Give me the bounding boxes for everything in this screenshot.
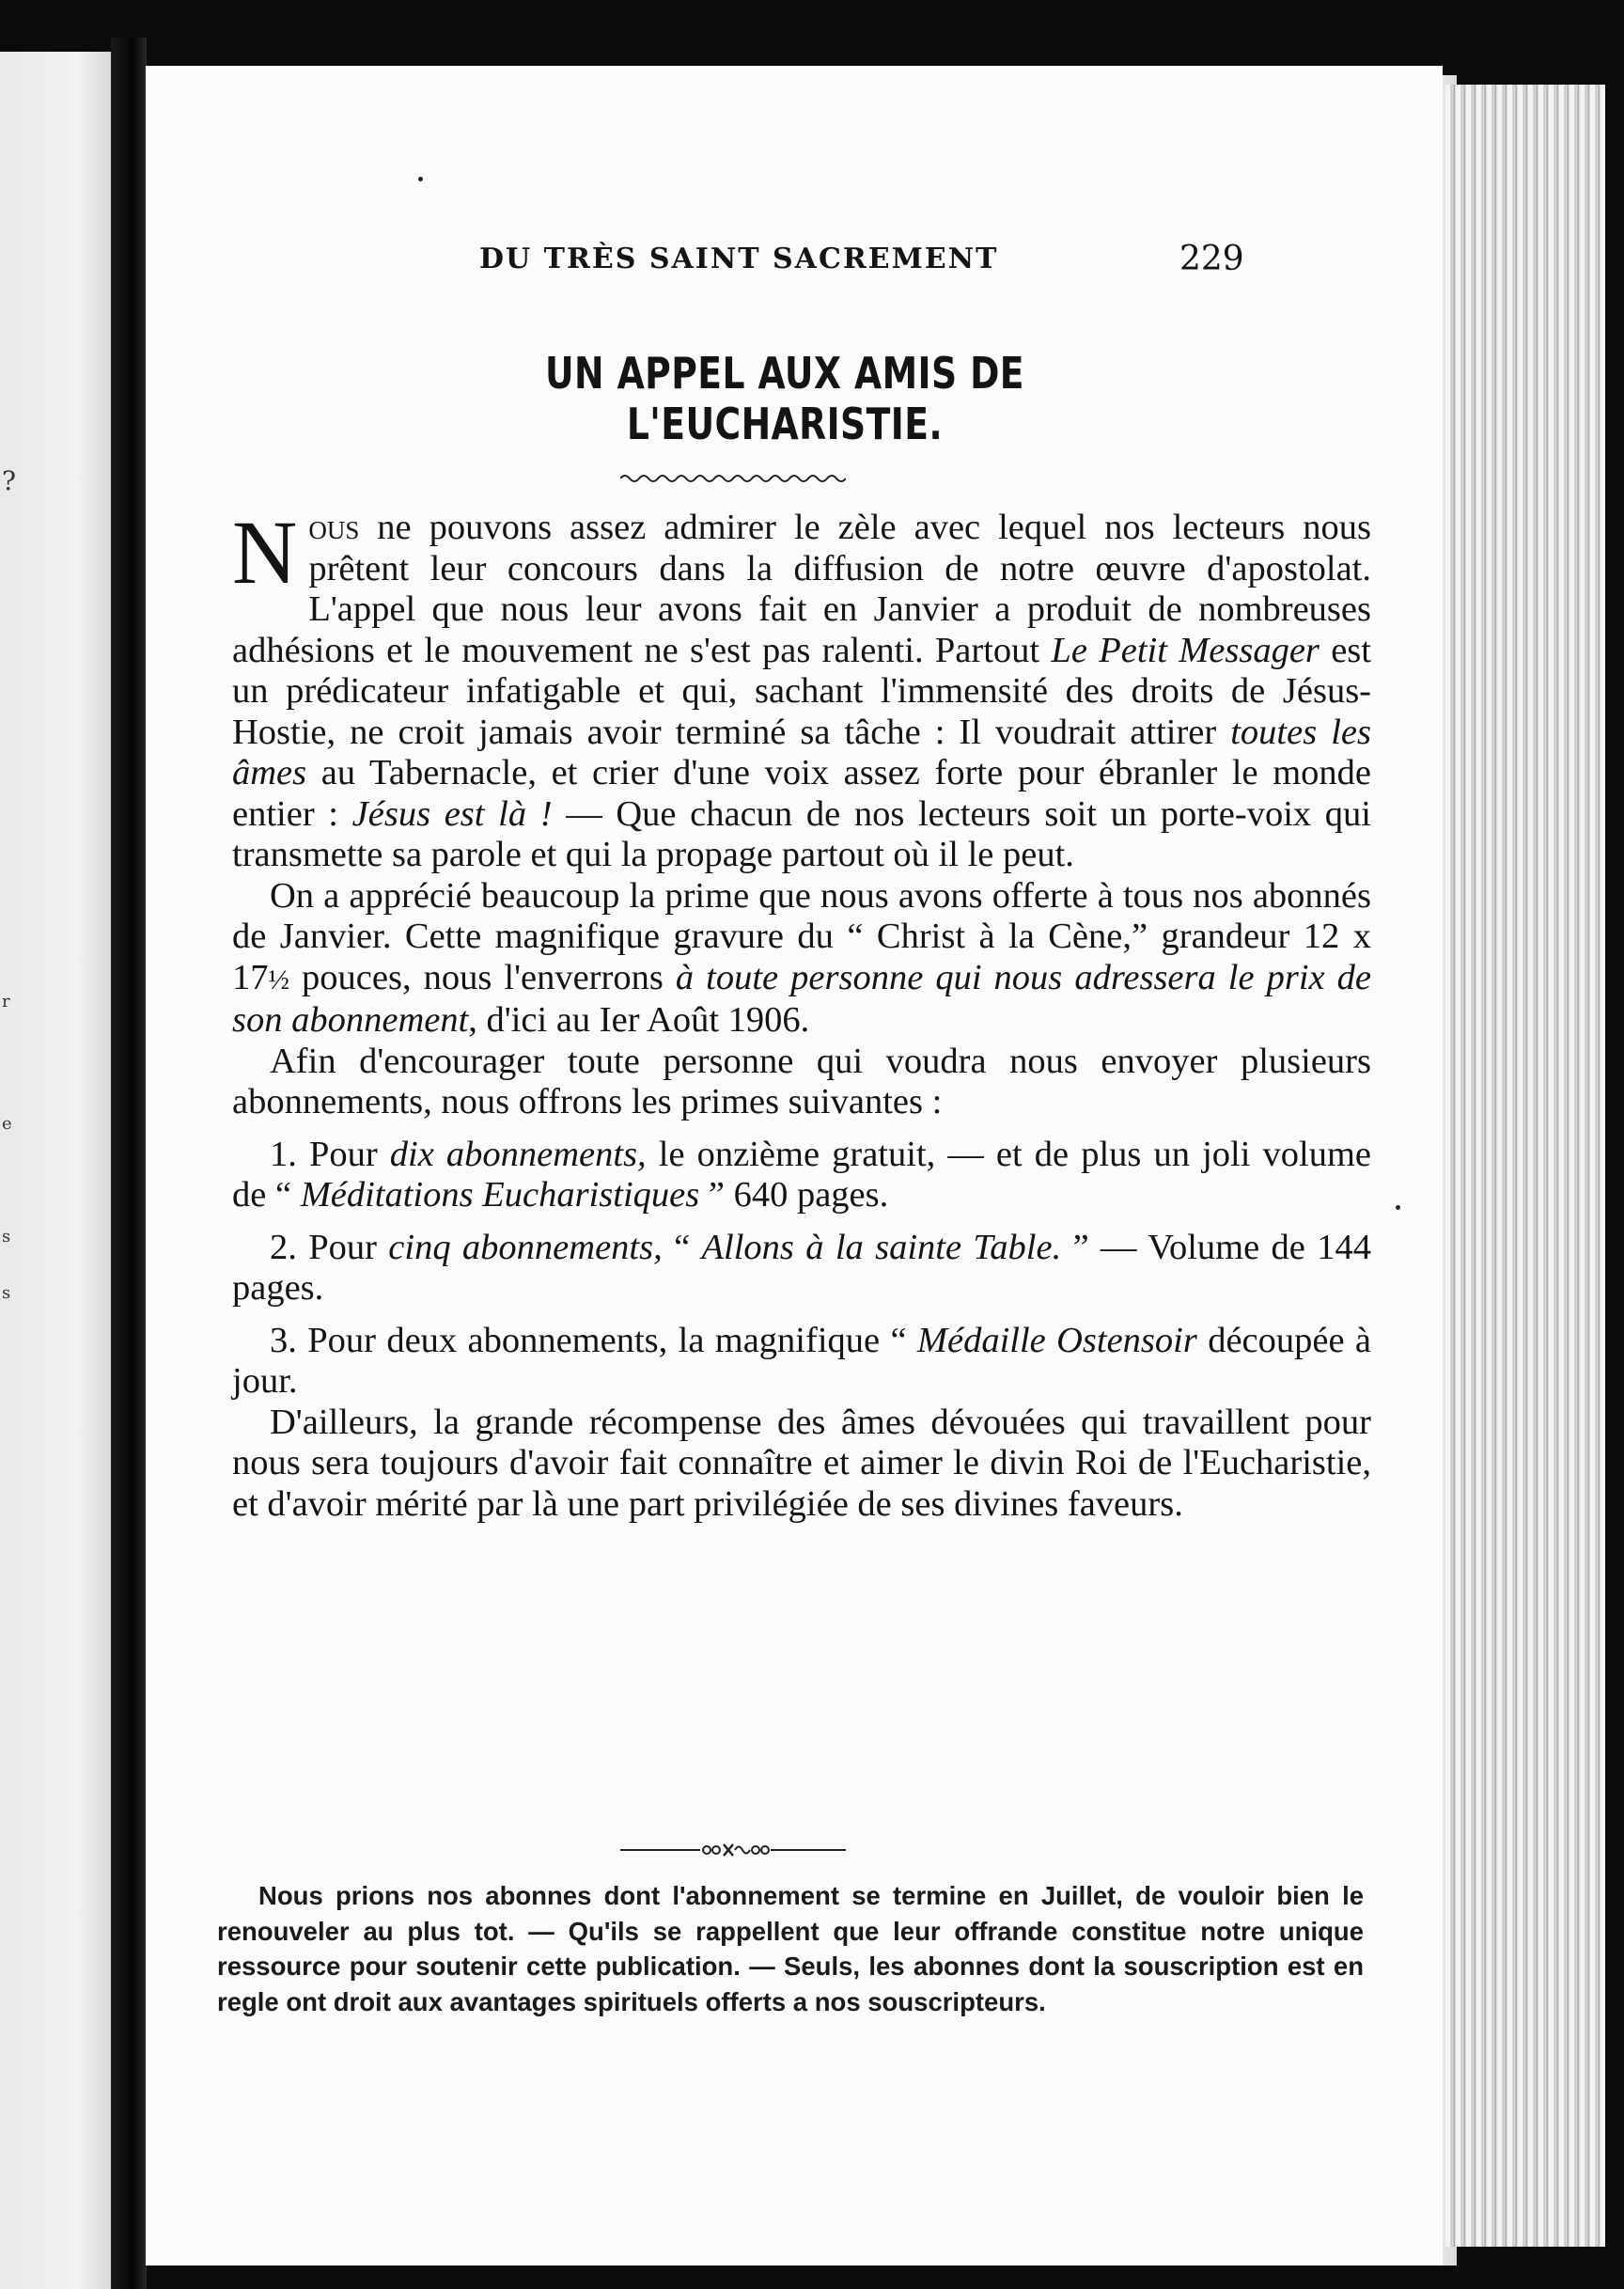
paragraph-closing: D'ailleurs, la grande récompense des âmes dévouées qui travaillent pour nous sera toujours d'avoir fait connaître et aimer le divin Roi de l'Eucharistie, et d'avoir mérité par là une part privilégiée de ses divines faveurs. — [232, 1402, 1371, 1524]
offer-item-2 — [232, 1228, 1371, 1309]
stacked-page-edges — [1445, 85, 1605, 2247]
italic-run: cinq abonnements, — [388, 1227, 663, 1267]
italic-run: Médaille Ostensoir — [916, 1320, 1197, 1360]
article-body — [232, 502, 1371, 1525]
text-run: “ — [662, 1227, 702, 1267]
article-title: UN APPEL AUX AMIS DE L'EUCHARISTIE. — [545, 348, 1024, 449]
end-ornament — [620, 1841, 846, 1859]
wavy-rule-ornament — [620, 472, 846, 485]
italic-run: Méditations Eucharistiques — [300, 1175, 700, 1215]
facing-page-glyph: ? — [2, 465, 17, 496]
italic-run: Le Petit Messager — [1051, 630, 1320, 670]
text-run: 1. Pour — [270, 1134, 390, 1174]
text-run: au Tabernacle, et crier d'une voix assez forte pour ébranler le monde entier : — [232, 753, 1371, 834]
text-run: le onzième gratuit, — et de plus un joli volume de “ — [232, 1134, 1371, 1215]
italic-run: Allons à la sainte Table. — [701, 1227, 1062, 1267]
italic-run: à toute personne qui nous adressera le prix de son abonnement — [232, 957, 1371, 1040]
small-caps-word: ous — [308, 508, 360, 547]
text-run: On a apprécié beaucoup la prime que nous avons offerte à tous nos abonnés de Janvier. Cette magnifique gravure du “ Christ à la Cène,” grandeur 12 x 17 — [232, 875, 1371, 997]
paragraph-offers-intro: Afin d'encourager toute personne qui voudra nous envoyer plusieurs abonnements, nous offrons les primes suivantes : — [232, 1041, 1371, 1121]
offer-item-1 — [232, 1135, 1371, 1216]
facing-page-glyph: s — [2, 1283, 11, 1303]
fraction: ½ — [268, 964, 289, 996]
text-run: est un prédicateur infatigable et qui, sachant l'immensité des droits de Jésus-Hostie, ne croit jamais avoir terminé sa tâche : Il voudrait attirer — [232, 630, 1371, 752]
drop-cap: N — [232, 502, 298, 603]
book-page — [146, 66, 1443, 2265]
facing-page-glyph: e — [2, 1114, 12, 1134]
text-run: pouces, nous l'enverrons — [289, 957, 676, 997]
italic-run: dix abonnements, — [389, 1134, 647, 1174]
book-gutter — [111, 38, 147, 2289]
subscription-notice: Nous prions nos abonnes dont l'abonnement se termine en Juillet, de vouloir bien le renouveler au plus tot. — Qu'ils se rappellent que leur offrande constitue notre unique ressource pour soutenir cette publication. — Seuls, les abonnes dont la souscription est en regle ont droit aux avantages spirituels offerts a nos souscripteurs. — [217, 1881, 1364, 2016]
text-run: ne pouvons assez admirer le zèle avec lequel nos lecteurs nous prêtent leur concours dans la diffusion de notre œuvre d'apostolat. L'appel que nous leur avons fait en Janvier a produit de nombreuses adhésions et le mouvement ne s'est pas ralenti. Partout — [232, 508, 1371, 670]
text-run: 2. Pour — [270, 1227, 389, 1267]
print-speck — [418, 177, 423, 181]
text-run: — Que chacun de nos lecteurs soit un porte-voix qui transmette sa parole et qui la propage partout où il le peut. — [232, 793, 1371, 874]
page-number: 229 — [1179, 240, 1244, 278]
text-run: , d'ici au Ier Août 1906. — [468, 1000, 810, 1040]
facing-page-glyph: s — [2, 1227, 11, 1246]
paragraph-intro — [232, 502, 1371, 876]
text-run: ” 640 pages. — [699, 1175, 889, 1215]
text-run: découpée à jour. — [232, 1320, 1371, 1401]
facing-page-glyph: r — [2, 992, 10, 1011]
text-run: ” — Volume de 144 pages. — [232, 1227, 1371, 1308]
facing-page-edge — [0, 52, 111, 2289]
print-speck — [1396, 1205, 1400, 1210]
running-head: DU TRÈS SAINT SACREMENT — [479, 243, 999, 275]
italic-run: toutes les âmes — [232, 712, 1371, 792]
paragraph-premium — [232, 876, 1371, 1042]
text-run: 3. Pour deux abonnements, la magnifique “ — [270, 1320, 917, 1360]
italic-run: Jésus est là ! — [351, 793, 553, 834]
offer-item-3 — [232, 1321, 1371, 1403]
